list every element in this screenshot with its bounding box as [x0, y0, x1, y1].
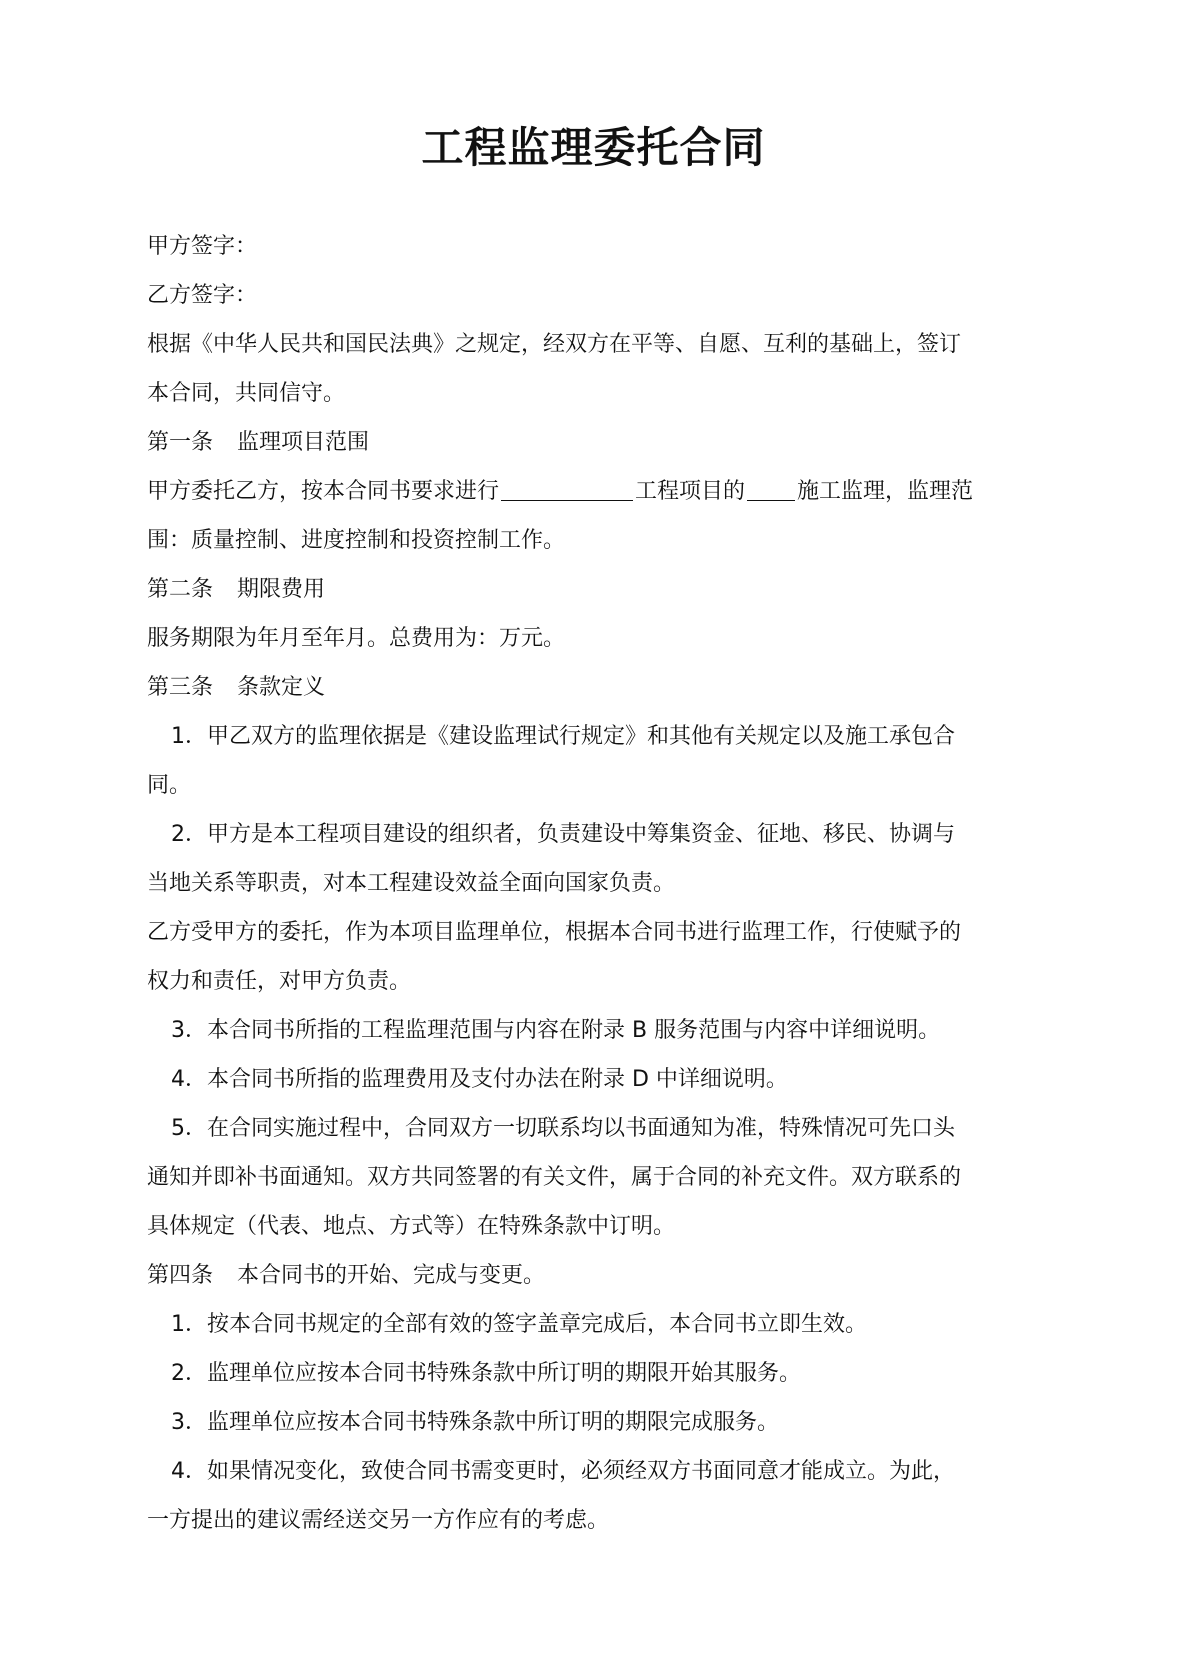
clause-line: 4．本合同书所指的监理费用及支付办法在附录 D 中详细说明。: [171, 1067, 788, 1092]
clause-line: 2．监理单位应按本合同书特殊条款中所订明的期限开始其服务。: [171, 1361, 801, 1386]
clause-line: 乙方受甲方的委托，作为本项目监理单位，根据本合同书进行监理工作，行使赋予的: [147, 920, 962, 945]
clause-line: 通知并即补书面通知。双方共同签署的有关文件，属于合同的补充文件。双方联系的: [147, 1165, 962, 1190]
clause-line: 当地关系等职责，对本工程建设效益全面向国家负责。: [147, 871, 676, 896]
clause-line: 1．按本合同书规定的全部有效的签字盖章完成后，本合同书立即生效。: [171, 1312, 867, 1337]
clause-line: 2．甲方是本工程项目建设的组织者，负责建设中筹集资金、征地、移民、协调与: [171, 822, 955, 847]
document-title: 工程监理委托合同: [421, 123, 766, 172]
text-segment: 施工监理，监理范: [797, 479, 974, 504]
article-number: 第四条: [147, 1263, 214, 1288]
party-a-signature: 甲方签字：: [147, 234, 258, 259]
article-number: 第三条: [147, 675, 214, 700]
article-1-line: [147, 467, 1040, 516]
clause-line: 4．如果情况变化，致使合同书需变更时，必须经双方书面同意才能成立。为此，: [171, 1459, 955, 1484]
article-title: 条款定义: [237, 675, 326, 700]
party-b-signature: 乙方签字：: [147, 283, 258, 308]
article-1-heading: [147, 418, 1040, 467]
clause-line: 一方提出的建议需经送交另一方作应有的考虑。: [147, 1508, 610, 1533]
intro-line: 本合同，共同信守。: [147, 381, 346, 406]
clause-line: 1．甲乙双方的监理依据是《建设监理试行规定》和其他有关规定以及施工承包合: [171, 724, 955, 749]
article-title: 监理项目范围: [237, 430, 370, 455]
clause-line: 同。: [147, 773, 192, 798]
clause-line: 5．在合同实施过程中，合同双方一切联系均以书面通知为准，特殊情况可先口头: [171, 1116, 955, 1141]
clause-line: 3．本合同书所指的工程监理范围与内容在附录 B 服务范围与内容中详细说明。: [171, 1018, 941, 1043]
article-4-heading: [147, 1251, 1040, 1300]
article-3-heading: [147, 663, 1040, 712]
clause-line: 权力和责任，对甲方负责。: [147, 969, 412, 994]
text-segment: 工程项目的: [635, 479, 746, 504]
article-title: 本合同书的开始、完成与变更。: [237, 1263, 546, 1288]
article-number: 第一条: [147, 430, 214, 455]
article-number: 第二条: [147, 577, 214, 602]
text-segment: 甲方委托乙方，按本合同书要求进行: [147, 479, 500, 504]
article-title: 期限费用: [237, 577, 326, 602]
article-1-line: 围：质量控制、进度控制和投资控制工作。: [147, 528, 566, 553]
intro-line: 根据《中华人民共和国民法典》之规定，经双方在平等、自愿、互利的基础上，签订: [147, 332, 962, 357]
clause-line: 具体规定（代表、地点、方式等）在特殊条款中订明。: [147, 1214, 676, 1239]
clause-line: 3．监理单位应按本合同书特殊条款中所订明的期限完成服务。: [171, 1410, 779, 1435]
document-body: [147, 222, 1040, 1545]
stage-blank: [747, 474, 795, 501]
article-2-heading: [147, 565, 1040, 614]
article-2-line: 服务期限为年月至年月。总费用为：万元。: [147, 626, 566, 651]
project-name-blank: [501, 474, 633, 501]
